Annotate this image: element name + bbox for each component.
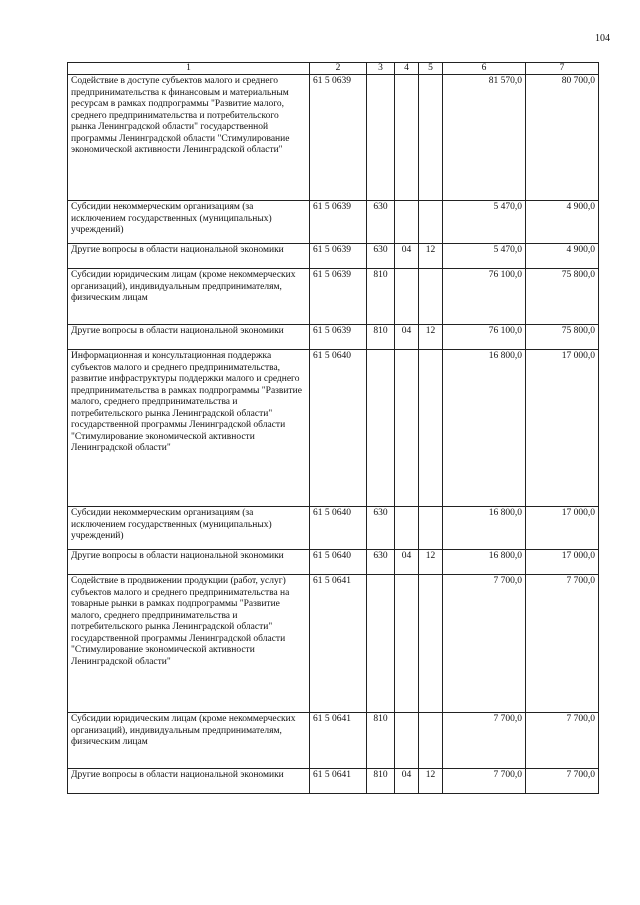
row-c3: 630 (367, 201, 395, 244)
row-c7: 80 700,0 (526, 75, 599, 201)
row-code: 61 5 0641 (310, 575, 367, 713)
row-c7: 7 700,0 (526, 769, 599, 794)
header-col-1: 1 (68, 63, 310, 75)
row-c6: 76 100,0 (443, 269, 526, 325)
header-col-4: 4 (395, 63, 419, 75)
row-c6: 7 700,0 (443, 575, 526, 713)
row-c5 (419, 269, 443, 325)
row-name: Субсидии некоммерческим организациям (за исключением государственных (муниципальных) учреждений) (68, 507, 310, 550)
row-c3 (367, 350, 395, 507)
table-row (68, 325, 599, 350)
row-c6: 5 470,0 (443, 244, 526, 269)
budget-table (67, 62, 599, 794)
row-c7: 75 800,0 (526, 269, 599, 325)
row-c5 (419, 507, 443, 550)
header-col-3: 3 (367, 63, 395, 75)
row-c3: 630 (367, 507, 395, 550)
row-name: Другие вопросы в области национальной экономики (68, 769, 310, 794)
row-c5: 12 (419, 244, 443, 269)
row-name: Другие вопросы в области национальной экономики (68, 325, 310, 350)
row-c5 (419, 75, 443, 201)
table-row (68, 507, 599, 550)
row-c5 (419, 350, 443, 507)
row-c6: 16 800,0 (443, 350, 526, 507)
row-c5 (419, 713, 443, 769)
row-code: 61 5 0639 (310, 269, 367, 325)
row-c3: 630 (367, 244, 395, 269)
row-name: Содействие в продвижении продукции (работ, услуг) субъектов малого и среднего предпринимательства на товарные рынки в рамках подпрограммы "Развитие малого, среднего предпринимательства и потребительского рынка Ленинградской области" государственной программы Ленинградской области "Стимулирование экономической активности Ленинградской области" (68, 575, 310, 713)
table-row (68, 269, 599, 325)
row-code: 61 5 0640 (310, 550, 367, 575)
row-c6: 7 700,0 (443, 769, 526, 794)
row-c4 (395, 713, 419, 769)
row-c4: 04 (395, 325, 419, 350)
row-code: 61 5 0639 (310, 201, 367, 244)
row-c7: 4 900,0 (526, 244, 599, 269)
row-code: 61 5 0641 (310, 769, 367, 794)
row-c3: 810 (367, 769, 395, 794)
row-c5: 12 (419, 325, 443, 350)
row-c5: 12 (419, 769, 443, 794)
row-c6: 5 470,0 (443, 201, 526, 244)
page-number: 104 (595, 33, 610, 44)
row-name: Содействие в доступе субъектов малого и среднего предпринимательства к финансовым и материальным ресурсам в рамках подпрограммы "Развитие малого, среднего предпринимательства и потребительского рынка Ленинградской области" государственной программы Ленинградской области "Стимулирование экономической активности Ленинградской области" (68, 75, 310, 201)
row-c4: 04 (395, 769, 419, 794)
row-name: Субсидии некоммерческим организациям (за исключением государственных (муниципальных) учреждений) (68, 201, 310, 244)
row-c6: 81 570,0 (443, 75, 526, 201)
row-c6: 7 700,0 (443, 713, 526, 769)
row-c6: 16 800,0 (443, 507, 526, 550)
row-c5: 12 (419, 550, 443, 575)
row-c4 (395, 350, 419, 507)
row-c4 (395, 75, 419, 201)
row-c4 (395, 575, 419, 713)
row-c4 (395, 269, 419, 325)
header-col-5: 5 (419, 63, 443, 75)
table-row (68, 713, 599, 769)
row-name: Информационная и консультационная поддержка субъектов малого и среднего предпринимательства, развитие инфраструктуры поддержки малого и среднего предпринимательства в рамках подпрограммы "Развитие малого, среднего предпринимательства и потребительского рынка Ленинградской области" государственной программы Ленинградской области "Стимулирование экономической активности Ленинградской области" (68, 350, 310, 507)
header-row (68, 63, 599, 75)
row-c7: 17 000,0 (526, 350, 599, 507)
row-name: Субсидии юридическим лицам (кроме некоммерческих организаций), индивидуальным предпринимателям, физическим лицам (68, 269, 310, 325)
header-col-6: 6 (443, 63, 526, 75)
row-c4: 04 (395, 550, 419, 575)
table-row (68, 244, 599, 269)
row-code: 61 5 0639 (310, 75, 367, 201)
row-name: Другие вопросы в области национальной экономики (68, 244, 310, 269)
row-c3 (367, 575, 395, 713)
row-c6: 76 100,0 (443, 325, 526, 350)
table-row (68, 75, 599, 201)
row-c7: 4 900,0 (526, 201, 599, 244)
row-c3: 810 (367, 325, 395, 350)
row-code: 61 5 0640 (310, 350, 367, 507)
table-row (68, 769, 599, 794)
header-col-2: 2 (310, 63, 367, 75)
row-c3 (367, 75, 395, 201)
table-row (68, 201, 599, 244)
table-row (68, 550, 599, 575)
row-c3: 810 (367, 269, 395, 325)
row-c4 (395, 201, 419, 244)
row-c5 (419, 201, 443, 244)
row-code: 61 5 0640 (310, 507, 367, 550)
table-row (68, 350, 599, 507)
row-name: Субсидии юридическим лицам (кроме некоммерческих организаций), индивидуальным предпринимателям, физическим лицам (68, 713, 310, 769)
row-c4: 04 (395, 244, 419, 269)
row-name: Другие вопросы в области национальной экономики (68, 550, 310, 575)
row-code: 61 5 0641 (310, 713, 367, 769)
row-c5 (419, 575, 443, 713)
row-c7: 17 000,0 (526, 507, 599, 550)
header-col-7: 7 (526, 63, 599, 75)
row-c7: 75 800,0 (526, 325, 599, 350)
row-c7: 7 700,0 (526, 713, 599, 769)
row-c3: 630 (367, 550, 395, 575)
row-c7: 7 700,0 (526, 575, 599, 713)
row-c6: 16 800,0 (443, 550, 526, 575)
row-c3: 810 (367, 713, 395, 769)
row-code: 61 5 0639 (310, 244, 367, 269)
table-row (68, 575, 599, 713)
row-c7: 17 000,0 (526, 550, 599, 575)
row-code: 61 5 0639 (310, 325, 367, 350)
row-c4 (395, 507, 419, 550)
